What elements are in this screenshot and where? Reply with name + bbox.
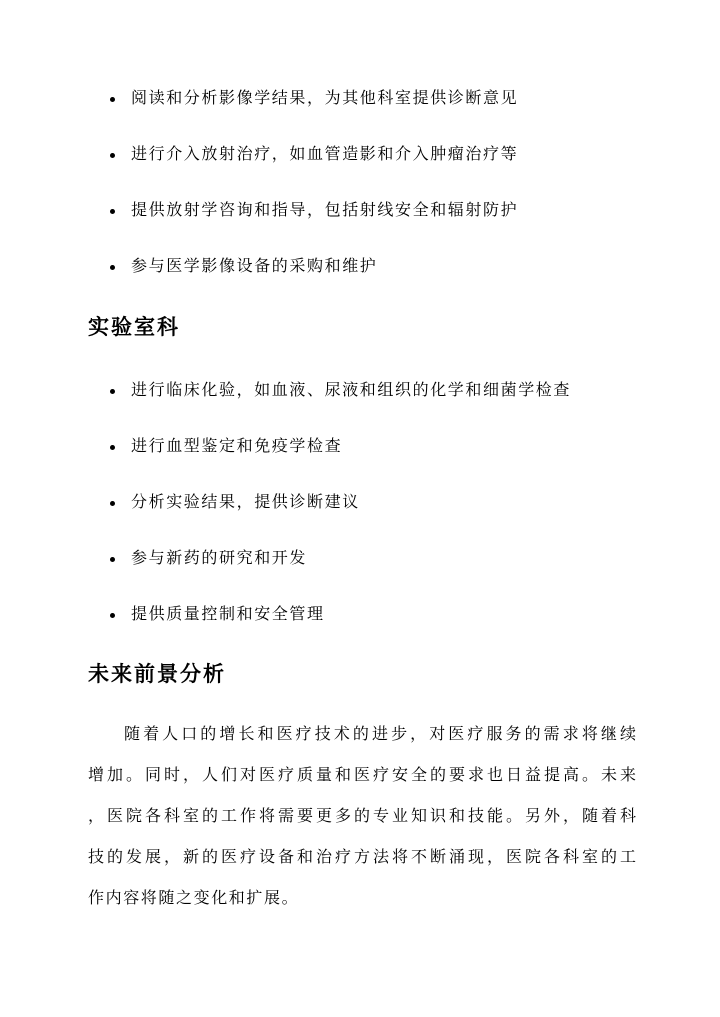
paragraph-line: 作内容将随之变化和扩展。 bbox=[88, 888, 300, 907]
laboratory-duties-list bbox=[0, 380, 720, 660]
list-item bbox=[0, 256, 720, 312]
list-item bbox=[0, 380, 720, 436]
bullet-icon bbox=[110, 265, 115, 270]
list-item bbox=[0, 144, 720, 200]
list-item-text: 进行血型鉴定和免疫学检查 bbox=[131, 436, 343, 455]
bullet-icon bbox=[110, 209, 115, 214]
bullet-icon bbox=[110, 501, 115, 506]
bullet-icon bbox=[110, 613, 115, 618]
bullet-icon bbox=[110, 557, 115, 562]
list-item-text: 阅读和分析影像学结果，为其他科室提供诊断意见 bbox=[131, 88, 519, 107]
paragraph-line: 增加。同时，人们对医疗质量和医疗安全的要求也日益提高。未来 bbox=[88, 765, 636, 784]
list-item bbox=[0, 548, 720, 604]
list-item bbox=[0, 436, 720, 492]
paragraph-line: 随着人口的增长和医疗技术的进步，对医疗服务的需求将继续 bbox=[124, 724, 636, 743]
bullet-icon bbox=[110, 445, 115, 450]
list-item-text: 参与医学影像设备的采购和维护 bbox=[131, 256, 378, 275]
laboratory-heading: 实验室科 bbox=[88, 314, 180, 339]
bullet-icon bbox=[110, 153, 115, 158]
list-item-text: 提供质量控制和安全管理 bbox=[131, 604, 325, 623]
list-item-text: 进行介入放射治疗，如血管造影和介入肿瘤治疗等 bbox=[131, 144, 519, 163]
list-item-text: 参与新药的研究和开发 bbox=[131, 548, 308, 567]
radiology-duties-list bbox=[0, 88, 720, 312]
future-outlook-heading: 未来前景分析 bbox=[88, 661, 226, 686]
list-item-text: 进行临床化验，如血液、尿液和组织的化学和细菌学检查 bbox=[131, 380, 572, 399]
list-item bbox=[0, 88, 720, 144]
list-item-text: 分析实验结果，提供诊断建议 bbox=[131, 492, 360, 511]
paragraph-line: ，医院各科室的工作将需要更多的专业知识和技能。另外，随着科 bbox=[88, 806, 636, 825]
future-outlook-paragraph bbox=[88, 724, 636, 929]
bullet-icon bbox=[110, 389, 115, 394]
list-item bbox=[0, 492, 720, 548]
list-item bbox=[0, 200, 720, 256]
list-item-text: 提供放射学咨询和指导，包括射线安全和辐射防护 bbox=[131, 200, 519, 219]
bullet-icon bbox=[110, 97, 115, 102]
paragraph-line: 技的发展，新的医疗设备和治疗方法将不断涌现，医院各科室的工 bbox=[88, 847, 636, 866]
list-item bbox=[0, 604, 720, 660]
